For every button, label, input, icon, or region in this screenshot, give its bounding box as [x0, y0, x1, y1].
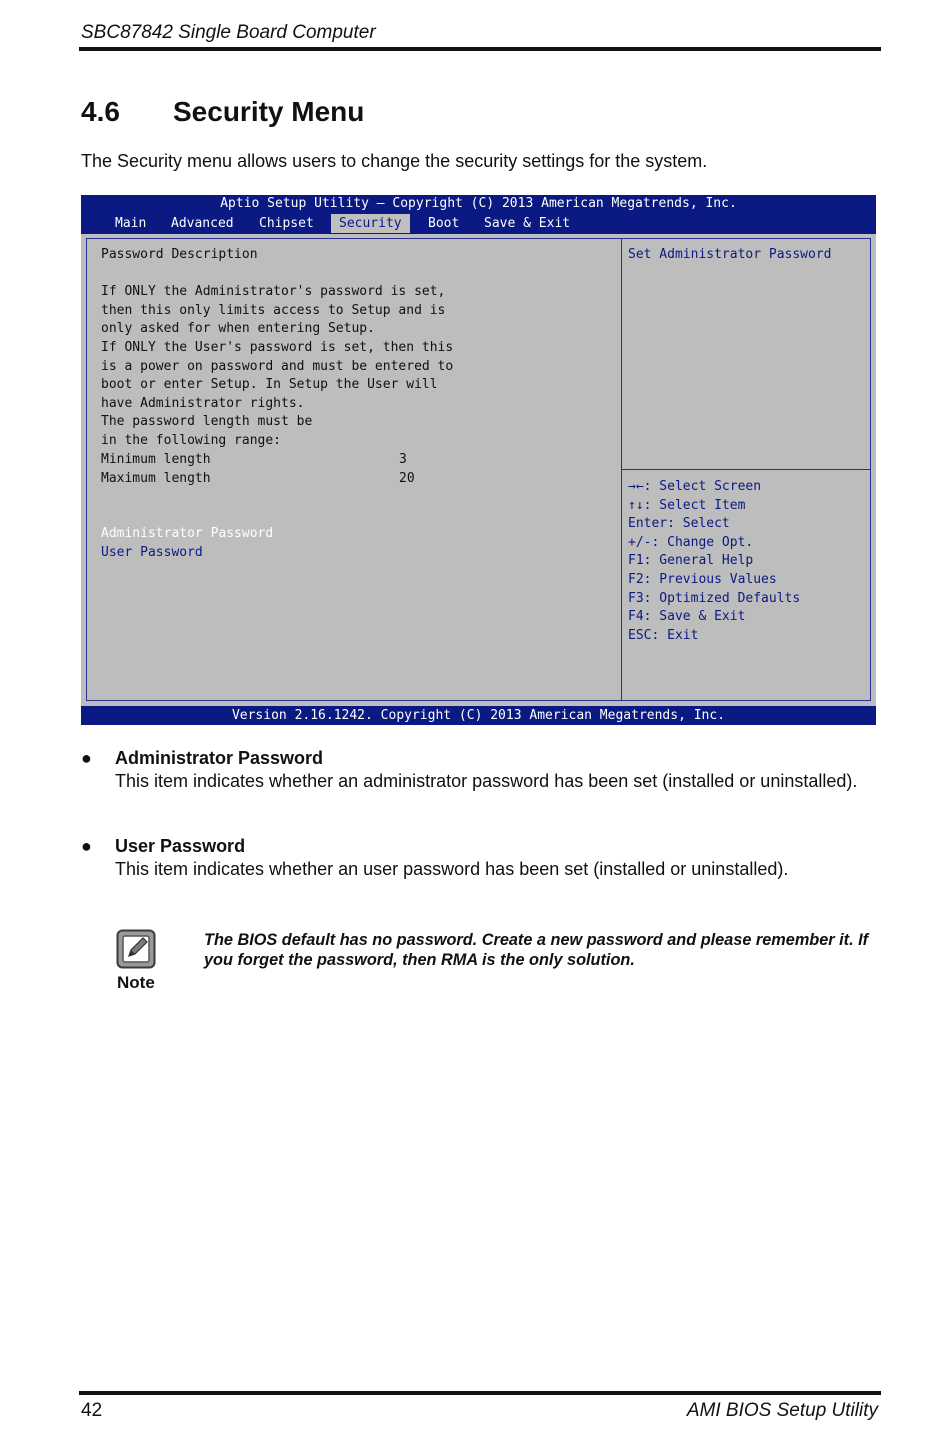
bios-min-length-label: Minimum length — [101, 452, 211, 467]
note-text: The BIOS default has no password. Create a new password and please remember it. If you forget the password, then RMA is the only solution. — [204, 931, 869, 969]
key-save-exit: F4: Save & Exit — [628, 609, 746, 625]
note-label: Note — [117, 973, 155, 992]
note-pencil-icon — [116, 929, 156, 969]
section-number: 4.6 — [81, 96, 120, 127]
key-change-opt: +/-: Change Opt. — [628, 534, 754, 550]
bios-footer-text: Version 2.16.1242. Copyright (C) 2013 American Megatrends, Inc. — [231, 708, 726, 723]
key-select-item: ↑↓: Select Item — [628, 497, 746, 513]
bios-desc-line — [101, 265, 453, 284]
page-header-title: SBC87842 Single Board Computer — [81, 22, 376, 43]
key-general-help: F1: General Help — [628, 553, 754, 569]
bios-tab-security[interactable]: Security — [331, 214, 410, 233]
bullet-title-administrator-password: Administrator Password — [115, 748, 324, 768]
bios-help-divider — [622, 469, 871, 470]
bios-item-user-password[interactable]: User Password — [101, 545, 203, 560]
bios-screenshot — [81, 195, 876, 725]
key-optimized-defaults: F3: Optimized Defaults — [628, 590, 801, 606]
bios-max-length-value: 20 — [399, 471, 415, 486]
footer-rule — [79, 1391, 881, 1395]
bios-tab-save-exit[interactable]: Save & Exit — [484, 216, 571, 231]
bios-desc-line: is a power on password and must be entered to — [101, 358, 454, 374]
key-select-screen: →←: Select Screen — [628, 479, 762, 494]
bullet-title-user-password: User Password — [115, 836, 246, 856]
bios-tab-chipset[interactable]: Chipset — [259, 216, 314, 231]
bios-key-legend — [628, 478, 800, 645]
bios-desc-line: The password length must be — [101, 414, 313, 430]
bios-desc-line: Password Description — [101, 247, 258, 262]
bullet-text-user-password: This item indicates whether an user password has been set (installed or uninstalled). — [115, 859, 789, 879]
bullet-dot: ● — [81, 748, 92, 768]
bios-desc-line: boot or enter Setup. In Setup the User will — [101, 377, 438, 393]
bios-desc-line: only asked for when entering Setup. — [101, 321, 375, 337]
bios-title: Aptio Setup Utility – Copyright (C) 2013 American Megatrends, Inc. — [220, 196, 737, 211]
bios-desc-line: If ONLY the Administrator's password is set, — [101, 284, 446, 300]
bullet-text-administrator-password: This item indicates whether an administrator password has been set (installed or uninstalled). — [115, 771, 858, 791]
bios-help-text: Set Administrator Password — [628, 247, 832, 262]
section-title: Security Menu — [173, 96, 365, 127]
bios-desc-line: in the following range: — [101, 432, 282, 448]
key-previous-values: F2: Previous Values — [628, 571, 777, 587]
key-esc-exit: ESC: Exit — [628, 627, 699, 643]
page-number: 42 — [81, 1400, 103, 1421]
bios-top-bar — [81, 195, 876, 234]
footer-title: AMI BIOS Setup Utility — [686, 1400, 878, 1421]
bios-desc-line: have Administrator rights. — [101, 395, 305, 411]
section-heading — [81, 96, 364, 128]
bios-item-administrator-password[interactable]: Administrator Password — [101, 526, 274, 541]
bullet-dot: ● — [81, 836, 92, 856]
bios-min-length-value: 3 — [399, 452, 407, 467]
section-intro: The Security menu allows users to change the security settings for the system. — [81, 151, 708, 171]
bios-desc-line: If ONLY the User's password is set, then this — [101, 339, 454, 355]
bios-max-length-label: Maximum length — [101, 471, 211, 486]
bios-tab-main[interactable]: Main — [115, 216, 147, 231]
bios-tab-advanced[interactable]: Advanced — [171, 216, 234, 231]
header-rule — [79, 47, 881, 51]
key-enter-select: Enter: Select — [628, 516, 730, 532]
bios-footer-bar — [81, 706, 876, 725]
bios-tab-boot[interactable]: Boot — [428, 216, 460, 231]
bios-description — [101, 246, 453, 451]
bios-desc-line: then this only limits access to Setup and is — [101, 302, 446, 318]
